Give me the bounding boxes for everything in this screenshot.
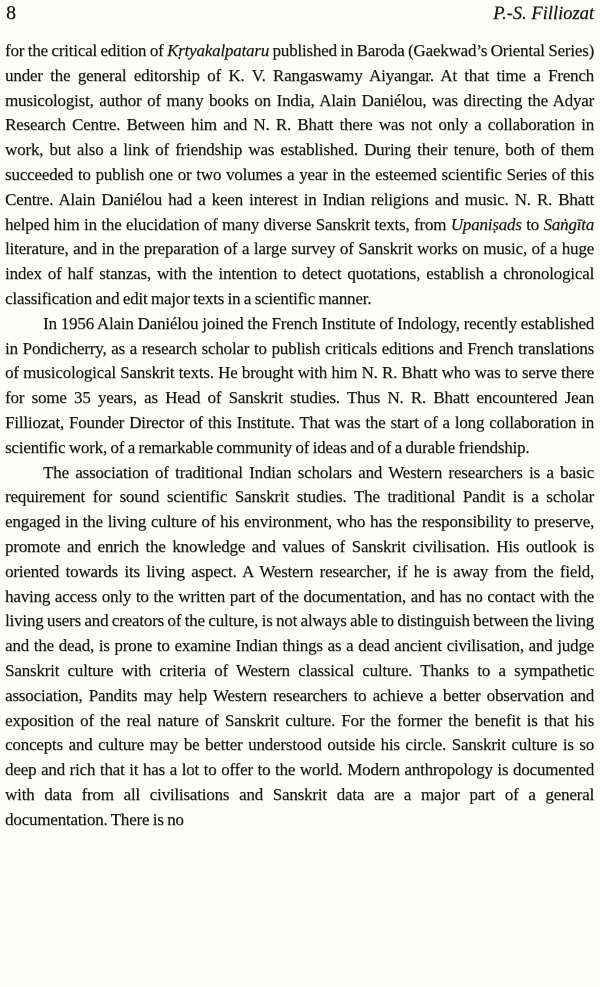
text-run: literature, and in the preparation of a large survey of Sanskrit works on music, of a huge index of half stanzas, with the intention to detect quotations, establish a chronological classification and edit major texts in a scientific manner. (5, 239, 594, 308)
text-run: for the critical edition of (5, 41, 167, 60)
paragraph (5, 39, 594, 312)
paragraph (5, 461, 594, 833)
page-body (5, 39, 595, 833)
running-title-author: P.-S. Filliozat (493, 4, 594, 24)
italic-term: Saṅgīta (543, 214, 594, 234)
text-run: In 1956 Alain Daniélou joined the French Institute of Indology, recently established in Pondicherry, as a research scholar to publish criticals editions and French translations of musicological Sanskrit texts. He brought with him N. R. Bhatt who was to serve there for some 35 years, as Head of Sanskrit studies. Thus N. R. Bhatt encountered Jean Filliozat, Founder Director of this Institute. That was the start of a long collaboration in scientific work, of a remarkable community of ideas and of a durable friendship. (5, 313, 594, 457)
text-run: to (521, 214, 544, 234)
italic-term: Kṛtyakalpataru (166, 41, 269, 60)
text-run: published in Baroda (Gaekwad’s Oriental Series) under the general editorship of K. V. Rangaswamy Aiyangar. At that time a French musicologist, author of many books on India, Alain Daniélou, was directing the Adyar Research Centre. Between him and N. R. Bhatt there was not only a collaboration in work, but also a link of friendship was established. During their tenure, both of them succeeded to publish one or two volumes a year in the esteemed scientific Series of this Centre. Alain Daniélou had a keen interest in Indian religions and music. N. R. Bhatt helped him in the elucidation of many diverse Sanskrit texts, from (5, 41, 594, 234)
page-number: 8 (6, 2, 16, 24)
running-header (5, 2, 595, 25)
italic-term: Upaniṣads (450, 214, 522, 234)
paragraph (5, 312, 594, 461)
text-run: The association of traditional Indian scholars and Western researchers is a basic requirement for sound scientific Sanskrit studies. The traditional Pandit is a scholar engaged in the living culture of his environment, who has the responsibility to preserve, promote and enrich the knowledge and values of Sanskrit civilisation. His outlook is oriented towards its living aspect. A Western researcher, if he is away from the field, having access only to the written part of the documentation, and has no contact with the living users and creators of the culture, is not always able to distinguish between the living and the dead, is prone to examine Indian things as a dead ancient civilisation, and judge Sanskrit culture with criteria of Western classical culture. Thanks to a sympathetic association, Pandits may help Western researchers to achieve a better observation and exposition of the real nature of Sanskrit culture. For the former the benefit is that his concepts and culture may be better understood outside his circle. Sanskrit culture is so deep and rich that it has a lot to offer to the world. Modern anthropology is documented with data from all civilisations and Sanskrit data are a major part of a general documentation. There is no (5, 462, 594, 829)
